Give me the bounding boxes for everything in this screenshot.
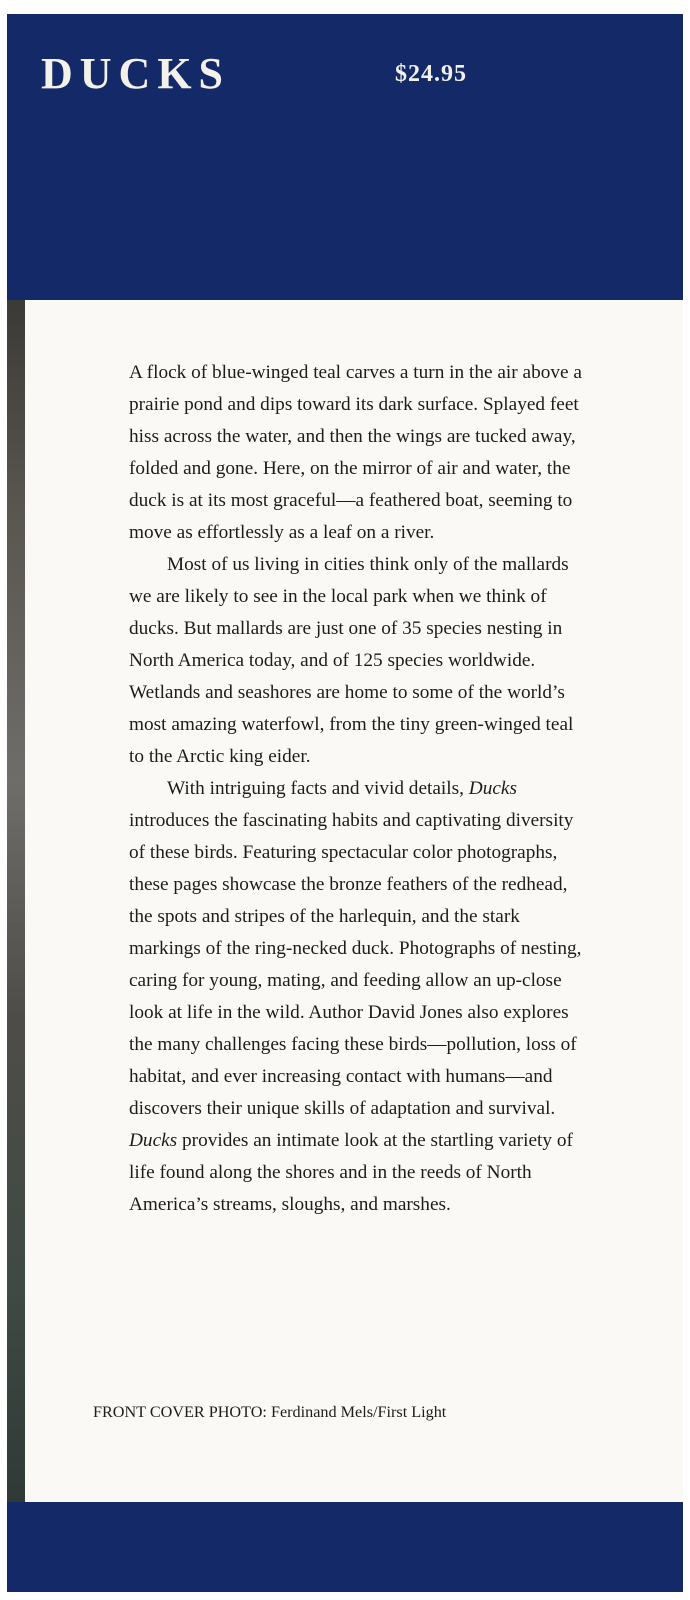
blurb-paragraph-2: Most of us living in cities think only of the mallards we are likely to see in the local park when we think of ducks. But mallards are just one of 35 species nesting in North America today, and of 125 species worldwide. Wetlands and seashores are home to some of the world’s most amazing waterfowl, from the tiny green-winged teal to the Arctic king eider. xyxy=(129,554,574,767)
book-title: DUCKS xyxy=(41,49,231,98)
blurb-paragraph-3 xyxy=(129,773,589,1221)
book-title-italic: Ducks xyxy=(129,1130,178,1151)
bottom-color-band xyxy=(7,1502,683,1592)
book-title-italic: Ducks xyxy=(468,778,517,799)
jacket-blurb xyxy=(129,357,589,1221)
spine-edge xyxy=(7,300,25,1502)
price-label: $24.95 xyxy=(395,61,467,87)
blurb-text: With intriguing facts and vivid details, xyxy=(167,778,469,799)
photo-credit: FRONT COVER PHOTO: Ferdinand Mels/First Light xyxy=(93,1403,447,1421)
blurb-text: introduces the fascinating habits and captivating diversity of these birds. Featuring spectacular color photographs, these pages showcase the bronze feathers of the redhead, the spots and stripes of the harlequin, and the stark markings of the ring-necked duck. Photographs of nesting, caring for young, mating, and feeding allow an up-close look at life in the wild. Author David Jones also explores the many challenges facing these birds—pollution, loss of habitat, and ever increasing contact with humans—and discovers their unique skills of adaptation and survival. xyxy=(129,810,582,1119)
top-color-band xyxy=(7,14,683,300)
book-jacket-flap xyxy=(7,14,683,1592)
blurb-paragraph-1: A flock of blue-winged teal carves a turn in the air above a prairie pond and dips toward its dark surface. Splayed feet hiss across the water, and then the wings are tucked away, folded and gone. Here, on the mirror of air and water, the duck is at its most graceful—a feathered boat, seeming to move as effortlessly as a leaf on a river. xyxy=(129,362,582,543)
blurb-text: provides an intimate look at the startling variety of life found along the shores and in the reeds of North America’s streams, sloughs, and marshes. xyxy=(129,1130,573,1215)
